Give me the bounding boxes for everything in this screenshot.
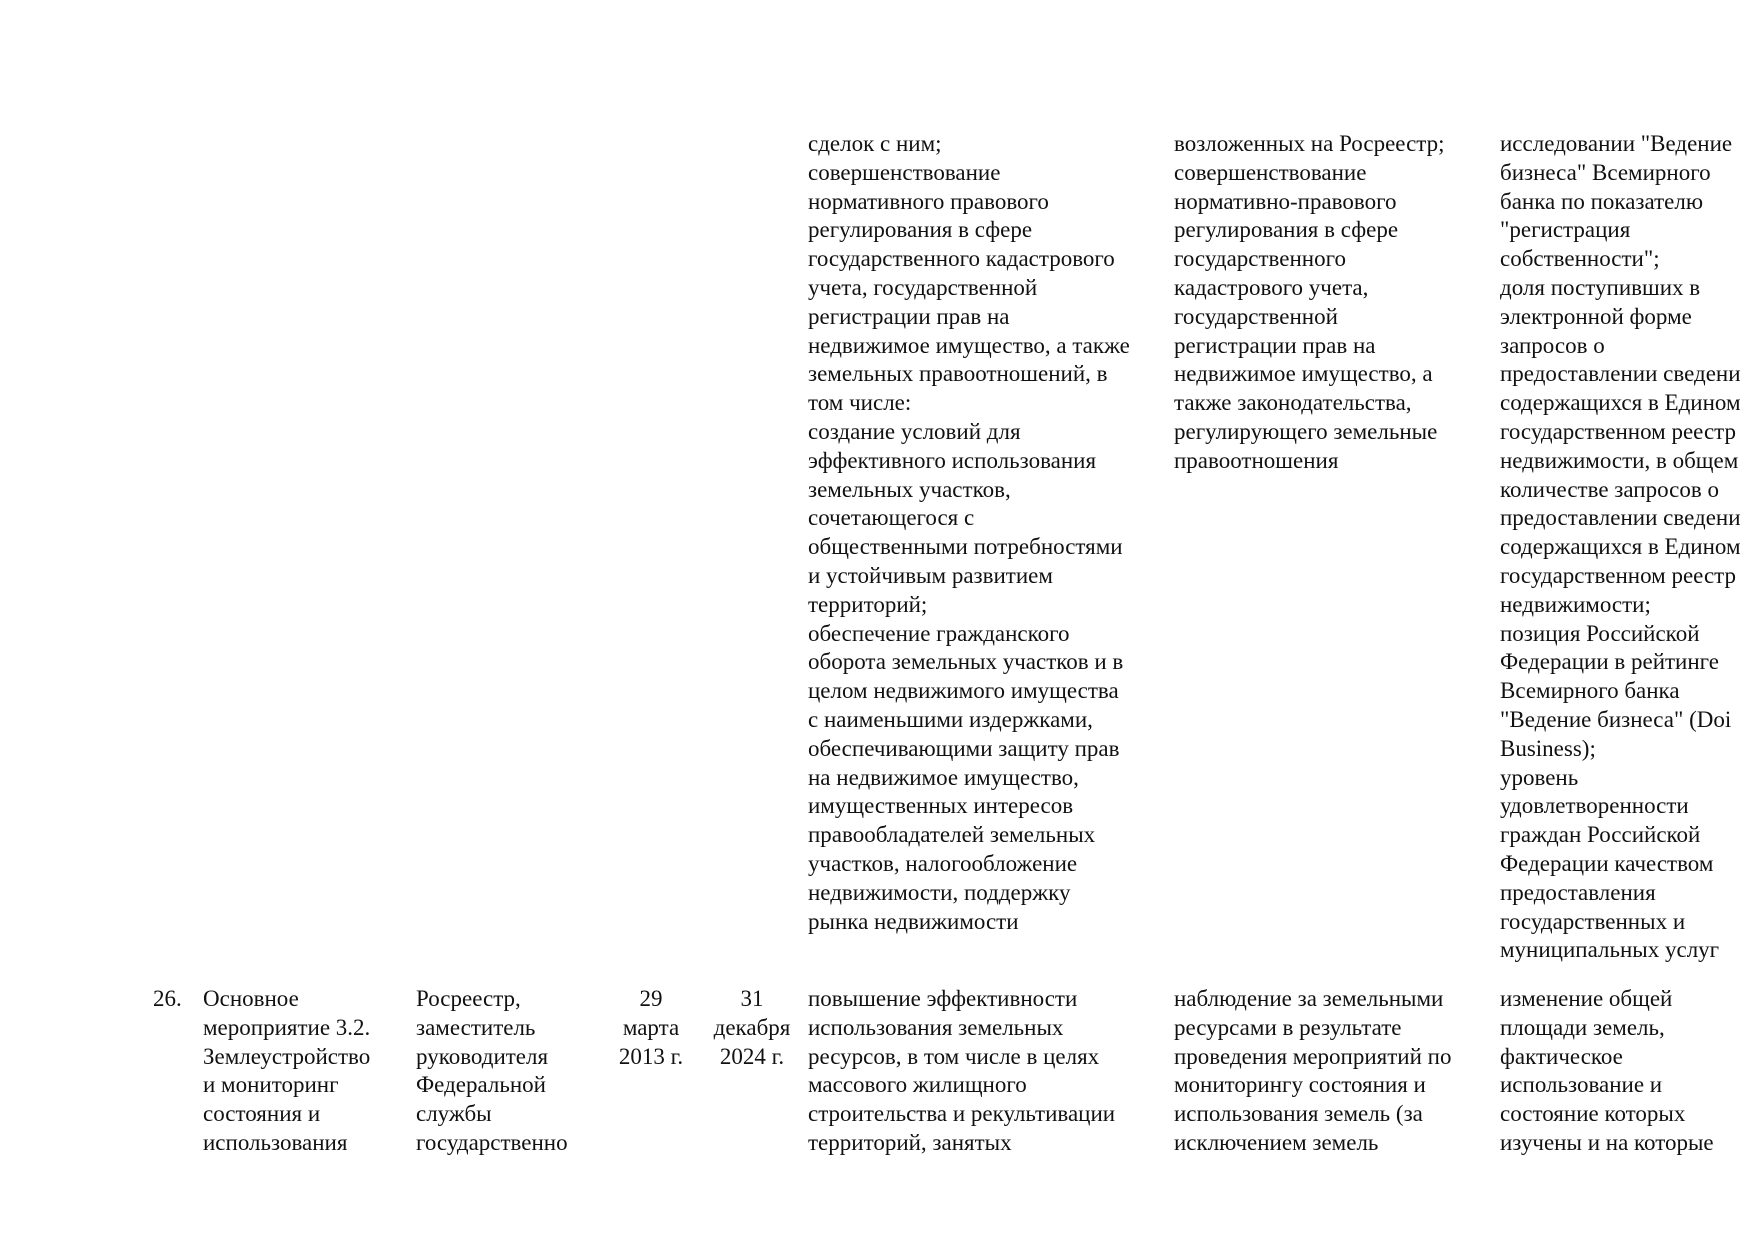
row-26-consequences: наблюдение за земельными ресурсами в результате проведения мероприятий по мониторингу состояния и использования земель (за исключением земель xyxy=(1174,986,1452,1155)
continued-expected-results: сделок с ним; совершенствование нормативного правового регулирования в сфере государственного кадастрового учета, государственной регистрации прав на недвижимое имущество, а также земельных правоотношений, в том числе: создание условий для эффективного использования земельных участков, сочетающегося с общественными потребностями и устойчивым развитием территорий; обеспечение гражданского оборота земельных участков и в целом недвижимого имущества с наименьшими издержками, обеспечивающими защиту прав на недвижимое имущество, имущественных интересов правообладателей земельных участков, налогообложение недвижимости, поддержку рынка недвижимости xyxy=(808,131,1130,934)
row-26-expected-results: повышение эффективности использования земельных ресурсов, в том числе в целях массового жилищного строительства и рекультивации территорий, занятых xyxy=(808,986,1116,1155)
row-26-number: 26. xyxy=(153,986,182,1011)
row-26-start-date: 29 марта 2013 г. xyxy=(618,986,684,1069)
row-26-name: Основное мероприятие 3.2. Землеустройство и мониторинг состояния и использования xyxy=(203,986,371,1155)
row-26-end-date: 31 декабря 2024 г. xyxy=(713,986,791,1069)
continued-indicators: исследовании "Ведение бизнеса" Всемирного банка по показателю "регистрация собственности"; доля поступивших в электронной форме запросов о предоставлении сведени содержащихся в Едином государственном реестр недвижимости, в общем количестве запросов о предоставлении сведени содержащихся в Едином государственном реестр недвижимости; позиция Российской Федерации в рейтинге Всемирного банка "Ведение бизнеса" (Doi Business); уровень удовлетворенности граждан Российской Федерации качеством предоставления государственных и муниципальных услуг xyxy=(1500,131,1741,963)
row-26-executor: Росреестр, заместитель руководителя Федеральной службы государственно xyxy=(416,986,568,1155)
continued-consequences: возложенных на Росреестр; совершенствование нормативно-правового регулирования в сфере государственного кадастрового учета, государственной регистрации прав на недвижимое имущество, а также законодательства, регулирующего земельные правоотношения xyxy=(1174,131,1445,473)
row-26-indicators: изменение общей площади земель, фактическое использование и состояние которых изучены и на которые xyxy=(1500,986,1714,1155)
